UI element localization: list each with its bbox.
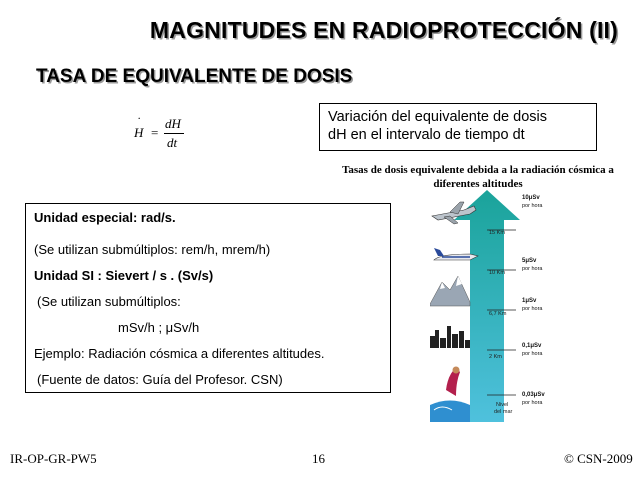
si-submultiples-intro: (Se utilizan submúltiplos: bbox=[37, 294, 181, 309]
fraction-bar bbox=[164, 133, 184, 134]
altitude-label-3: 6,7 Km bbox=[489, 311, 507, 317]
footer-code: IR-OP-GR-PW5 bbox=[10, 451, 97, 466]
dose-label-5: 0,03μSv bbox=[522, 392, 545, 398]
page-number: 16 bbox=[312, 451, 325, 466]
source-text: (Fuente de datos: Guía del Profesor. CSN) bbox=[37, 372, 283, 387]
dose-label-4: 0,1μSv bbox=[522, 343, 542, 349]
special-submultiples-text: (Se utilizan submúltiplos: rem/h, mrem/h) bbox=[34, 242, 271, 257]
figure-title-line-2: diferentes altitudes bbox=[433, 178, 523, 190]
dose-rate-formula bbox=[132, 114, 202, 154]
dose-label-3: 1μSv bbox=[522, 298, 537, 304]
altitude-dose-figure bbox=[430, 190, 570, 430]
example-text: Ejemplo: Radiación cósmica a diferentes altitudes. bbox=[34, 346, 325, 361]
figure-title bbox=[318, 163, 638, 191]
definition-box bbox=[319, 103, 597, 151]
dose-unit-2: por hora bbox=[522, 266, 543, 272]
dose-unit-3: por hora bbox=[522, 306, 543, 312]
section-subtitle: TASA DE EQUIVALENTE DE DOSIS bbox=[36, 66, 353, 87]
definition-line-2: dH en el intervalo de tiempo dt bbox=[328, 127, 525, 143]
formula-lhs: H bbox=[134, 125, 144, 140]
formula-numerator: dH bbox=[165, 116, 181, 131]
page-title: MAGNITUDES EN RADIOPROTECCIÓN (II) bbox=[149, 17, 618, 43]
formula-equals: = bbox=[151, 125, 159, 140]
dose-unit-5: por hora bbox=[522, 400, 543, 406]
diver-icon bbox=[430, 367, 470, 423]
figure-title-line-1: Tasas de dosis equivalente debida a la radiación cósmica a bbox=[342, 164, 614, 176]
dose-unit-4: por hora bbox=[522, 351, 543, 357]
altitude-label-5a: Nivel bbox=[496, 402, 509, 408]
jet-icon bbox=[432, 202, 476, 224]
units-info-box bbox=[25, 203, 391, 393]
si-unit-text: Unidad SI : Sievert / s . (Sv/s) bbox=[34, 268, 214, 283]
dose-label-2: 5μSv bbox=[522, 258, 537, 264]
altitude-label-5b: del mar bbox=[494, 409, 513, 415]
altitude-label-4: 2 Km bbox=[489, 354, 502, 360]
altitude-label-2: 10 Km bbox=[489, 270, 505, 276]
si-submultiples-text: mSv/h ; μSv/h bbox=[118, 320, 200, 335]
dose-label-1: 10μSv bbox=[522, 195, 540, 201]
city-icon bbox=[430, 326, 470, 348]
altitude-label-1: 15 Km bbox=[489, 230, 505, 236]
copyright: © CSN-2009 bbox=[564, 451, 633, 466]
dose-unit-1: por hora bbox=[522, 203, 543, 209]
definition-line-1: Variación del equivalente de dosis bbox=[328, 109, 547, 125]
mountain-icon bbox=[430, 276, 470, 306]
formula-denominator: dt bbox=[167, 135, 178, 150]
special-unit-text: Unidad especial: rad/s. bbox=[34, 210, 176, 225]
formula-dot: ˙ bbox=[137, 114, 142, 129]
